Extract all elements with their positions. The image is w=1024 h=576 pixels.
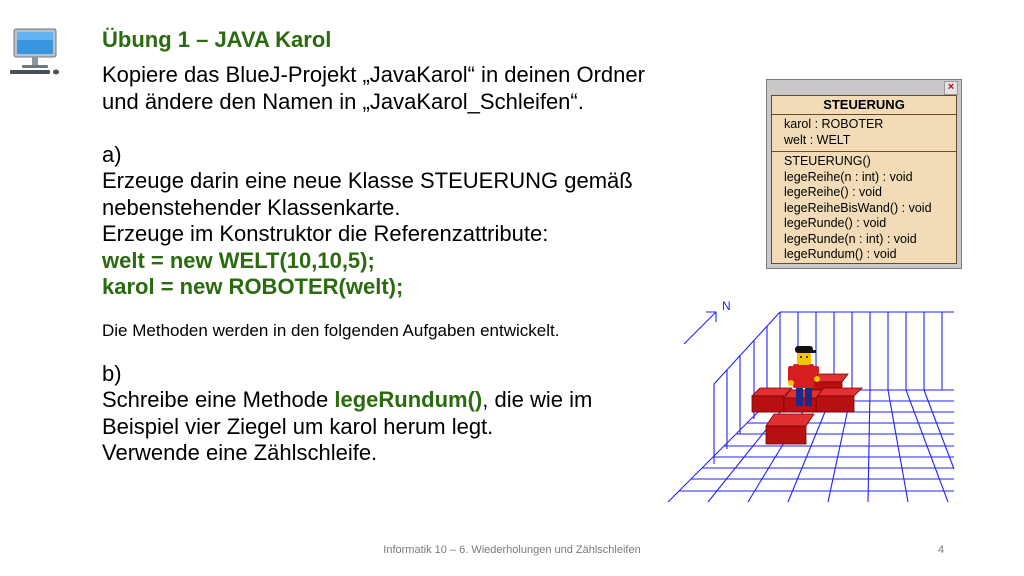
code-line-welt: welt = new WELT(10,10,5); — [102, 247, 375, 273]
method-section — [772, 152, 956, 266]
part-b-line-1 — [102, 387, 702, 414]
part-b-line-1-pre: Schreibe eine Methode — [102, 387, 335, 412]
attribute-karol: karol : ROBOTER — [784, 117, 884, 131]
part-b-line-3: Verwende eine Zählschleife. — [102, 440, 378, 465]
footer-text: Informatik 10 – 6. Wiederholungen und Zählschleifen — [383, 544, 641, 556]
class-card-window — [766, 79, 962, 269]
part-b-label: b) — [102, 360, 122, 386]
method-legeRunde: legeRunde() : void — [784, 216, 887, 230]
part-a-label: a) — [102, 141, 122, 167]
part-a-line-1: Erzeuge darin eine neue Klasse STEUERUNG gemäß — [102, 168, 633, 193]
method-legeRunde-n: legeRunde(n : int) : void — [784, 231, 917, 246]
karol-world — [666, 294, 956, 504]
intro-line-2: und ändere den Namen in „JavaKarol_Schleifen“. — [102, 88, 584, 114]
part-b-line-2: Beispiel vier Ziegel um karol herum legt. — [102, 413, 494, 439]
page-number: 4 — [938, 544, 945, 556]
slide-body — [102, 62, 702, 467]
part-a-line-3: Erzeuge im Konstruktor die Referenzattribute: — [102, 221, 549, 246]
attribute-welt: welt : WELT — [784, 132, 851, 147]
method-legeRundum: legeRundum() : void — [784, 247, 897, 261]
method-legeReihe-n: legeReihe(n : int) : void — [784, 169, 913, 184]
attribute-section — [772, 115, 956, 152]
code-line-karol: karol = new ROBOTER(welt); — [102, 274, 404, 299]
class-card — [771, 95, 957, 264]
intro-line-1: Kopiere das BlueJ-Projekt „JavaKarol“ in deinen Ordner — [102, 62, 645, 87]
method-name: legeRundum() — [334, 387, 483, 412]
method-legeReiheBisWand: legeReiheBisWand() : void — [784, 200, 932, 215]
method-legeReihe: legeReihe() : void — [784, 185, 882, 199]
part-b-line-1-post: , die wie im — [482, 387, 593, 412]
close-icon[interactable]: × — [944, 81, 958, 95]
slide-title: Übung 1 – JAVA Karol — [102, 27, 332, 52]
method-constructor: STEUERUNG() — [784, 154, 871, 168]
part-a-line-2: nebenstehender Klassenkarte. — [102, 194, 401, 220]
north-label: N — [722, 299, 731, 313]
part-a-note: Die Methoden werden in den folgenden Aufgaben entwickelt. — [102, 320, 560, 340]
computer-icon — [8, 26, 62, 76]
class-name: STEUERUNG — [772, 96, 956, 115]
